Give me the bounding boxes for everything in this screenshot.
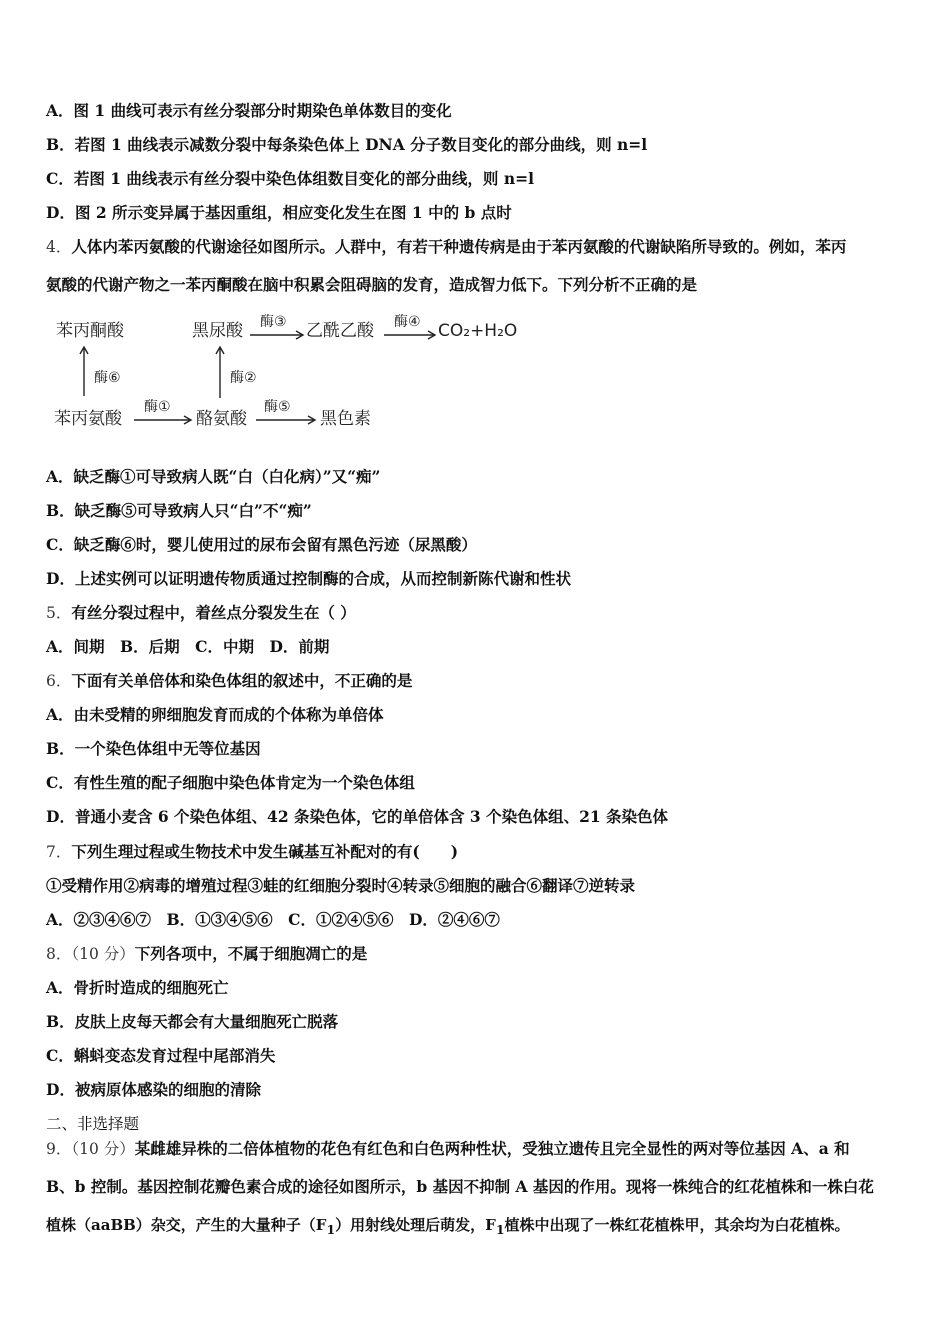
q9-line2: B、b 控制。基因控制花瓣色素合成的途径如图所示，b 基因不抑制 A 基因的作用。现将一株纯合的红花植株和一株白花 — [46, 1177, 874, 1196]
q8-option-b: B．皮肤上皮每天都会有大量细胞死亡脱落 — [46, 1012, 339, 1031]
q7-items: ①受精作用②病毒的增殖过程③蛙的红细胞分裂时④转录⑤细胞的融合⑥翻译⑦逆转录 — [46, 876, 636, 895]
q6-option-c: C．有性生殖的配子细胞中染色体肯定为一个染色体组 — [46, 773, 415, 792]
enzyme5-label: 酶⑤ — [264, 399, 291, 415]
q8-option-d: D．被病原体感染的细胞的清除 — [46, 1080, 261, 1099]
q5-stem: 5．有丝分裂过程中，着丝点分裂发生在（ ） — [46, 603, 356, 622]
q6-stem: 6．下面有关单倍体和染色体组的叙述中，不正确的是 — [46, 671, 413, 690]
q9-line1: 9．（10 分）某雌雄异株的二倍体植物的花色有红色和白色两种性状，受独立遗传且完全显性的两对等位基因 A、a 和 — [46, 1139, 850, 1158]
acetoacetate-label: 乙酰乙酸 — [306, 321, 374, 341]
melanin-label: 黑色素 — [320, 409, 371, 429]
enzyme3-label: 酶③ — [260, 314, 287, 330]
q9-line3: 植株（aaBB）杂交，产生的大量种子$(F_1)$用射线处理后萌发，$F_1$植株中出现了一株红花植株甲，其余均为白花植株。 — [46, 1216, 850, 1237]
enzyme1-label: 酶① — [144, 399, 171, 415]
section-title: 二、非选择题 — [46, 1115, 140, 1133]
tyrosine-label: 酪氨酸 — [196, 409, 247, 429]
homogentisate-label: 黑尿酸 — [192, 321, 243, 341]
q4-option-d: D．上述实例可以证明遗传物质通过控制酶的合成，从而控制新陈代谢和性状 — [46, 569, 571, 588]
q8-option-a: A．骨折时造成的细胞死亡 — [46, 978, 229, 997]
q4-option-a: A．缺乏酶①可导致病人既“白（白化病）”又“痴” — [46, 467, 381, 486]
q7-stem: 7．下列生理过程或生物技术中发生碱基互补配对的有( ) — [46, 842, 459, 861]
q5-options: A．间期 B．后期 C．中期 D．前期 — [46, 637, 330, 656]
metabolism-pathway-diagram — [50, 308, 530, 438]
q3-option-a: A．图 1 曲线可表示有丝分裂部分时期染色单体数目的变化 — [46, 101, 452, 120]
co2-h2o-label: CO₂+H₂O — [438, 321, 518, 341]
q4-option-c: C．缺乏酶⑥时，婴儿使用过的尿布会留有黑色污迹（尿黑酸） — [46, 535, 477, 554]
q4-stem-line1: 4．人体内苯丙氨酸的代谢途径如图所示。人群中，有若干种遗传病是由于苯丙氨酸的代谢缺陷所导致的。例如，苯丙 — [46, 237, 847, 256]
q8-option-c: C．蝌蚪变态发育过程中尾部消失 — [46, 1046, 276, 1065]
q6-option-b: B．一个染色体组中无等位基因 — [46, 739, 261, 758]
enzyme6-label: 酶⑥ — [94, 370, 121, 386]
q4-stem-line2: 氨酸的代谢产物之一苯丙酮酸在脑中积累会阻碍脑的发育，造成智力低下。下列分析不正确的是 — [46, 275, 698, 294]
q4-option-b: B．缺乏酶⑤可导致病人只“白”不“痴” — [46, 501, 312, 520]
q3-option-d: D．图 2 所示变异属于基因重组，相应变化发生在图 1 中的 b 点时 — [46, 203, 512, 222]
q7-options: A．②③④⑥⑦ B．①③④⑤⑥ C．①②④⑤⑥ D．②④⑥⑦ — [46, 910, 500, 929]
phenylpyruvate-label: 苯丙酮酸 — [56, 321, 124, 341]
q6-option-d: D．普通小麦含 6 个染色体组、42 条染色体，它的单倍体含 3 个染色体组、21 条染色体 — [46, 807, 669, 826]
q3-option-b: B．若图 1 曲线表示减数分裂中每条染色体上 DNA 分子数目变化的部分曲线，则 n=l — [46, 135, 648, 154]
enzyme4-label: 酶④ — [394, 314, 421, 330]
phenylalanine-label: 苯丙氨酸 — [54, 409, 122, 429]
q8-stem: 8．（10 分）下列各项中，不属于细胞凋亡的是 — [46, 944, 368, 963]
q3-option-c: C．若图 1 曲线表示有丝分裂中染色体组数目变化的部分曲线，则 n=l — [46, 169, 534, 188]
q6-option-a: A．由未受精的卵细胞发育而成的个体称为单倍体 — [46, 705, 384, 724]
enzyme2-label: 酶② — [230, 370, 257, 386]
